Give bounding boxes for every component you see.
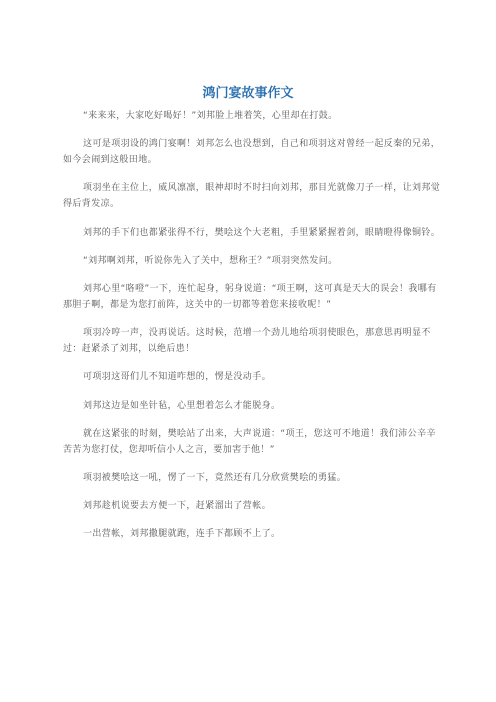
paragraph: 刘邦心里“咯噔”一下，连忙起身，躬身说道：“项王啊，这可真是天大的误会！我哪有那胆子啊，都是为您打前阵，这关中的一切都等着您来接收呢！” [63, 283, 437, 310]
document-title: 鸿门宴故事作文 [202, 86, 294, 101]
paragraph: 项羽冷哼一声，没再说话。这时候，范增一个劲儿地给项羽使眼色，那意思再明显不过：赶紧杀了刘邦，以绝后患！ [63, 328, 431, 355]
paragraph: 刘邦的手下们也都紧张得不行，樊哙这个大老粗，手里紧紧握着剑，眼睛瞪得像铜铃。 [83, 227, 441, 238]
paragraph: 项羽被樊哙这一吼，愣了一下，竟然还有几分欣赏樊哙的勇猛。 [83, 472, 347, 483]
paragraph: “刘邦啊刘邦，听说你先入了关中，想称王？”项羽突然发问。 [83, 255, 338, 266]
document-body [63, 108, 443, 554]
paragraph: 就在这紧张的时刻，樊哙站了出来，大声说道：“项王，您这可不地道！我们沛公辛辛苦苦为您打仗，您却听信小人之言，要加害于他！” [63, 428, 436, 455]
paragraph: 刘邦趁机说要去方便一下，赶紧溜出了营帐。 [83, 501, 272, 512]
paragraph: 刘邦这边是如坐针毡，心里想着怎么才能脱身。 [83, 400, 281, 411]
paragraph: 一出营帐，刘邦撒腿就跑，连手下都顾不上了。 [83, 529, 281, 540]
paragraph: 项羽坐在主位上，威风凛凛，眼神却时不时扫向刘邦，那目光就像刀子一样，让刘邦觉得后背发凉。 [63, 183, 441, 210]
paragraph: “来来来，大家吃好喝好！”刘邦脸上堆着笑，心里却在打鼓。 [83, 111, 338, 121]
paragraph: 这可是项羽设的鸿门宴啊！刘邦怎么也没想到，自己和项羽这对曾经一起反秦的兄弟，如今会闹到这般田地。 [63, 139, 441, 166]
paragraph: 可项羽这哥们儿不知道咋想的，愣是没动手。 [83, 372, 272, 383]
